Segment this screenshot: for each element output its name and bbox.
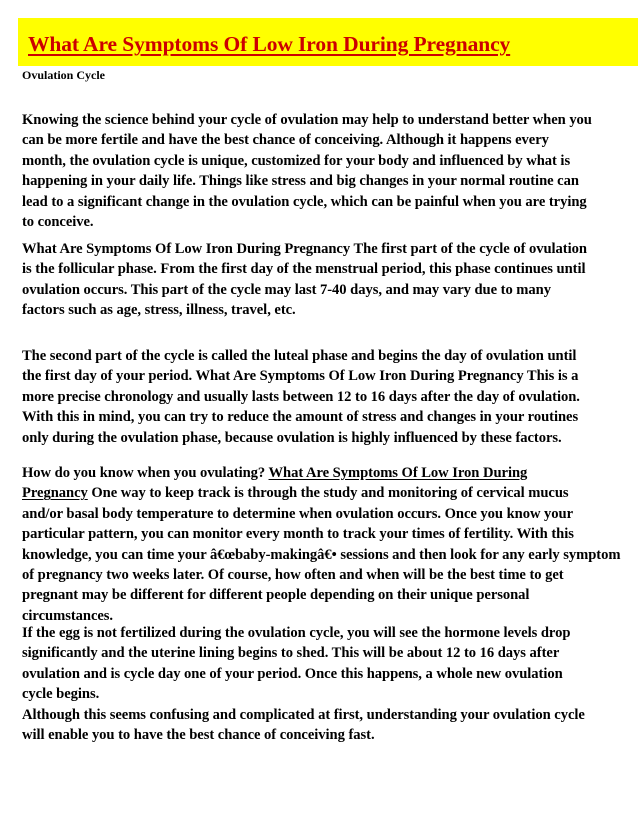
paragraph-3: [22, 346, 638, 448]
text-line: pregnant may be different for different people depending on their unique personal: [22, 587, 530, 604]
text-line: ovulation occurs. This part of the cycle may last 7-40 days, and may vary due to many: [22, 281, 551, 298]
text-line: will enable you to have the best chance of conceiving fast.: [22, 727, 375, 744]
text-line: happening in your daily life. Things like stress and big changes in your normal routine can: [22, 173, 579, 190]
paragraph-4: [22, 463, 638, 626]
text-line: lead to a significant change in the ovulation cycle, which can be painful when you are trying: [22, 193, 587, 210]
subtitle: Ovulation Cycle: [22, 68, 105, 82]
title-link-continued[interactable]: Pregnancy: [22, 485, 88, 502]
text-line: the first day of your period. What Are Symptoms Of Low Iron During Pregnancy This is a: [22, 368, 579, 385]
text-line: significantly and the uterine lining begins to shed. This will be about 12 to 16 days after: [22, 645, 560, 662]
text-span: How do you know when you ovulating?: [22, 465, 269, 481]
text-line: [22, 463, 638, 483]
text-line: particular pattern, you can monitor every month to track your times of fertility. With this: [22, 526, 574, 543]
text-line: only during the ovulation phase, because ovulation is highly influenced by these factors.: [22, 429, 562, 446]
text-line: factors such as age, stress, illness, travel, etc.: [22, 302, 296, 319]
text-line: [22, 483, 638, 503]
text-line: If the egg is not fertilized during the ovulation cycle, you will see the hormone levels drop: [22, 625, 571, 641]
title-link[interactable]: What Are Symptoms Of Low Iron During: [268, 465, 528, 481]
text-line: more precise chronology and usually lasts between 12 to 16 days after the day of ovulation.: [22, 388, 580, 405]
paragraph-1: [22, 110, 638, 232]
text-line: can be more fertile and have the best chance of conceiving. Although it happens every: [22, 132, 549, 149]
text-line: cycle begins.: [22, 686, 100, 703]
text-line: and/or basal body temperature to determine when ovulation occurs. Once you know your: [22, 505, 574, 522]
text-line: What Are Symptoms Of Low Iron During Pregnancy The first part of the cycle of ovulation: [22, 241, 587, 257]
text-line: Although this seems confusing and complicated at first, understanding your ovulation cycle: [22, 706, 585, 723]
text-line: Knowing the science behind your cycle of ovulation may help to understand better when you: [22, 112, 592, 128]
text-line: With this in mind, you can try to reduce the amount of stress and changes in your routines: [22, 409, 579, 426]
text-span: One way to keep track is through the study and monitoring of cervical mucus: [87, 485, 569, 502]
text-line: circumstances.: [22, 607, 114, 624]
text-line: knowledge, you can time your â€œbaby-makingâ€• sessions and then look for any early symptom: [22, 546, 621, 563]
text-line: to conceive.: [22, 214, 94, 231]
text-line: The second part of the cycle is called the luteal phase and begins the day of ovulation until: [22, 348, 577, 364]
text-line: is the follicular phase. From the first day of the menstrual period, this phase continues until: [22, 261, 586, 278]
page-title: What Are Symptoms Of Low Iron During Pregnancy: [28, 32, 511, 56]
text-line: month, the ovulation cycle is unique, customized for your body and influenced by what is: [22, 152, 571, 169]
paragraph-2: [22, 239, 638, 321]
text-line: of pregnancy two weeks later. Of course, how often and when will be the best time to get: [22, 567, 564, 584]
text-line: ovulation and is cycle day one of your period. Once this happens, a whole new ovulation: [22, 665, 563, 682]
paragraph-5: [22, 623, 638, 745]
